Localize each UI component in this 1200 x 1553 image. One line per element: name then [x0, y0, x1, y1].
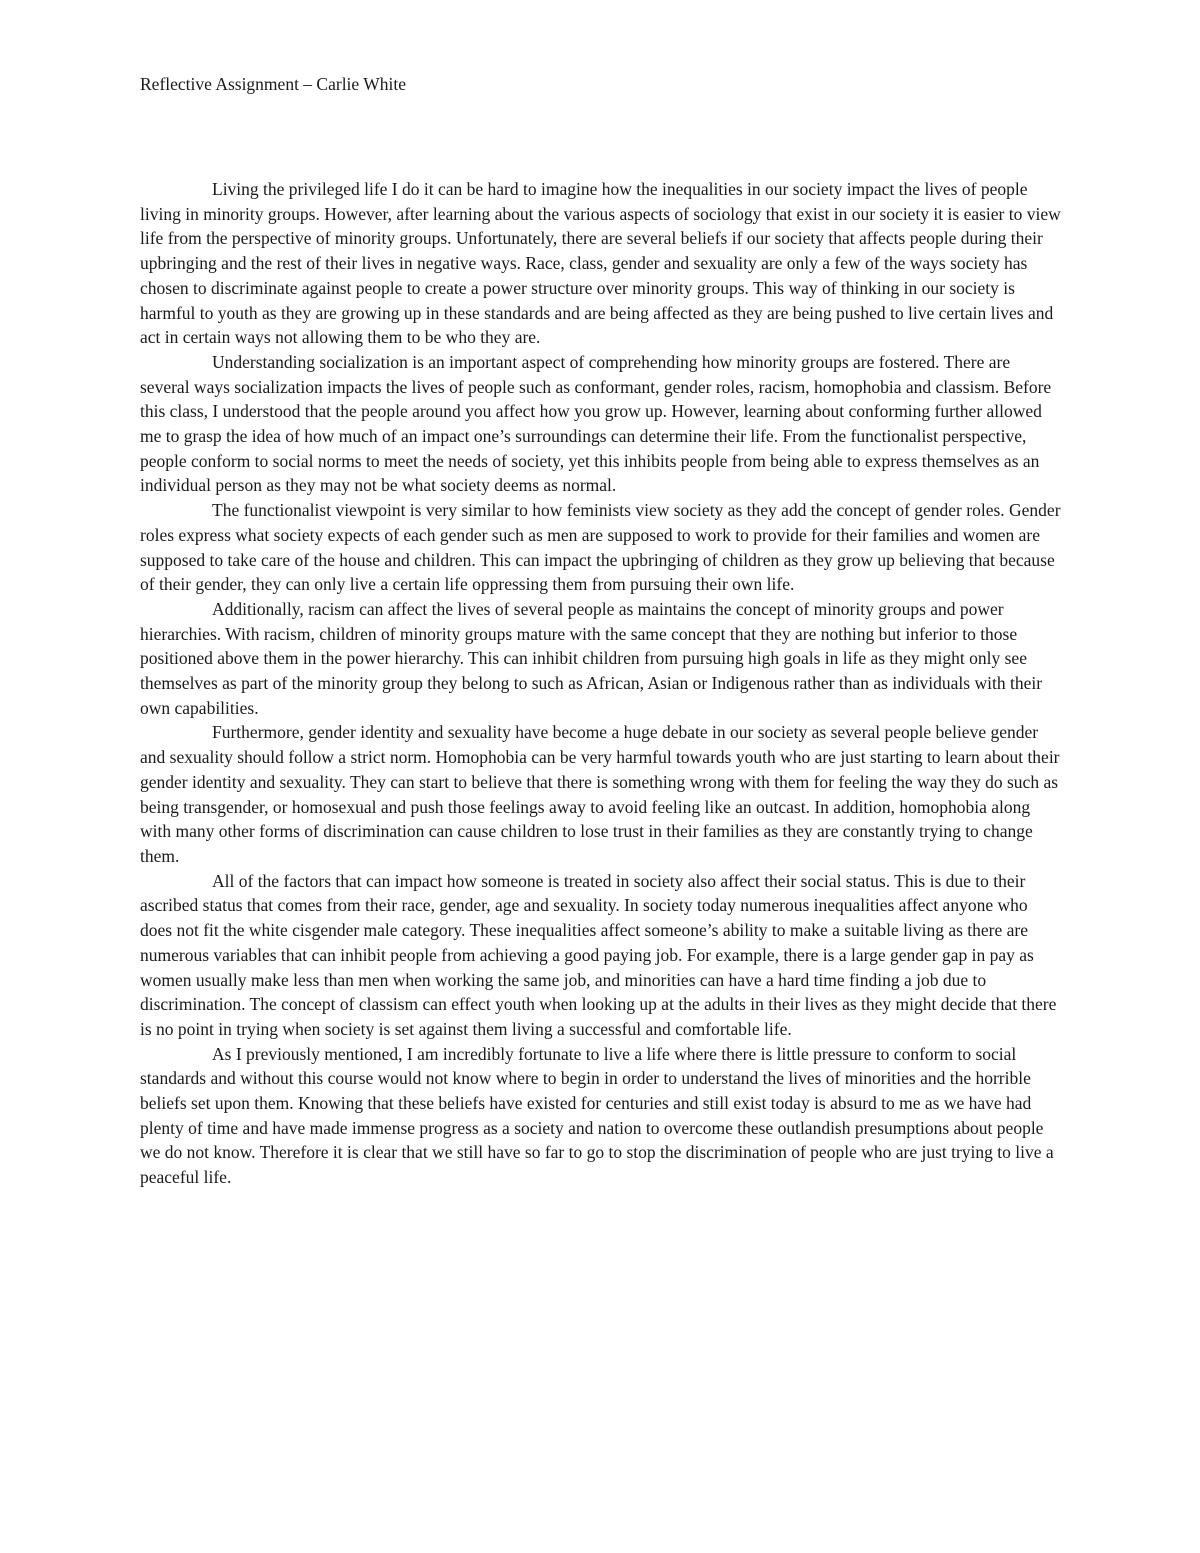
document-body	[140, 177, 1064, 1190]
document-title: Reflective Assignment – Carlie White	[140, 74, 407, 94]
paragraph-3: The functionalist viewpoint is very similar to how feminists view society as they add the concept of gender roles. Gender roles express what society expects of each gender such as men are supposed to work to provide for their families and women are supposed to take care of the house and children. This can impact the upbringing of children as they grow up believing that because of their gender, they can only live a certain life oppressing them from pursuing their own life.	[140, 500, 1061, 595]
paragraph-4: Additionally, racism can affect the lives of several people as maintains the concept of minority groups and power hierarchies. With racism, children of minority groups mature with the same concept that they are nothing but inferior to those positioned above them in the power hierarchy. This can inhibit children from pursuing high goals in life as they might only see themselves as part of the minority group they belong to such as African, Asian or Indigenous rather than as individuals with their own capabilities.	[140, 598, 1043, 718]
paragraph-6: All of the factors that can impact how someone is treated in society also affect their social status. This is due to their ascribed status that comes from their race, gender, age and sexuality. In society today numerous inequalities affect anyone who does not fit the white cisgender male category. These inequalities affect someone’s ability to make a suitable living as there are numerous variables that can inhibit people from achieving a good paying job. For example, there is a large gender gap in pay as women usually make less than men when working the same job, and minorities can have a hard time finding a job due to discrimination. The concept of classism can effect youth when looking up at the adults in their lives as they might decide that there is no point in trying when society is set against them living a successful and comfortable life.	[140, 870, 1057, 1039]
paragraph-2: Understanding socialization is an important aspect of comprehending how minority groups are fostered. There are several ways socialization impacts the lives of people such as conformant, gender roles, racism, homophobia and classism. Before this class, I understood that the people around you affect how you grow up. However, learning about conforming further allowed me to grasp the idea of how much of an impact one’s surroundings can determine their life. From the functionalist perspective, people conform to social norms to meet the needs of society, yet this inhibits people from being able to express themselves as an individual person as they may not be what society deems as normal.	[140, 351, 1052, 496]
paragraph-7: As I previously mentioned, I am incredibly fortunate to live a life where there is little pressure to conform to social standards and without this course would not know where to begin in order to understand the lives of minorities and the horrible beliefs set upon them. Knowing that these beliefs have existed for centuries and still exist today is absurd to me as we have had plenty of time and have made immense progress as a society and nation to overcome these outlandish presumptions about people we do not know. Therefore it is clear that we still have so far to go to stop the discrimination of people who are just trying to live a peaceful life.	[140, 1043, 1054, 1188]
paragraph-1: Living the privileged life I do it can be hard to imagine how the inequalities in our society impact the lives of people living in minority groups. However, after learning about the various aspects of sociology that exist in our society it is easier to view life from the perspective of minority groups. Unfortunately, there are several beliefs if our society that affects people during their upbringing and the rest of their lives in negative ways. Race, class, gender and sexuality are only a few of the ways society has chosen to discriminate against people to create a power structure over minority groups. This way of thinking in our society is harmful to youth as they are growing up in these standards and are being affected as they are being pushed to live certain lives and act in certain ways not allowing them to be who they are.	[140, 179, 1061, 348]
paragraph-5: Furthermore, gender identity and sexuality have become a huge debate in our society as several people believe gender and sexuality should follow a strict norm. Homophobia can be very harmful towards youth who are just starting to learn about their gender identity and sexuality. They can start to believe that there is something wrong with them for feeling the way they do such as being transgender, or homosexual and push those feelings away to avoid feeling like an outcast. In addition, homophobia along with many other forms of discrimination can cause children to lose trust in their families as they are constantly trying to change them.	[140, 722, 1060, 866]
